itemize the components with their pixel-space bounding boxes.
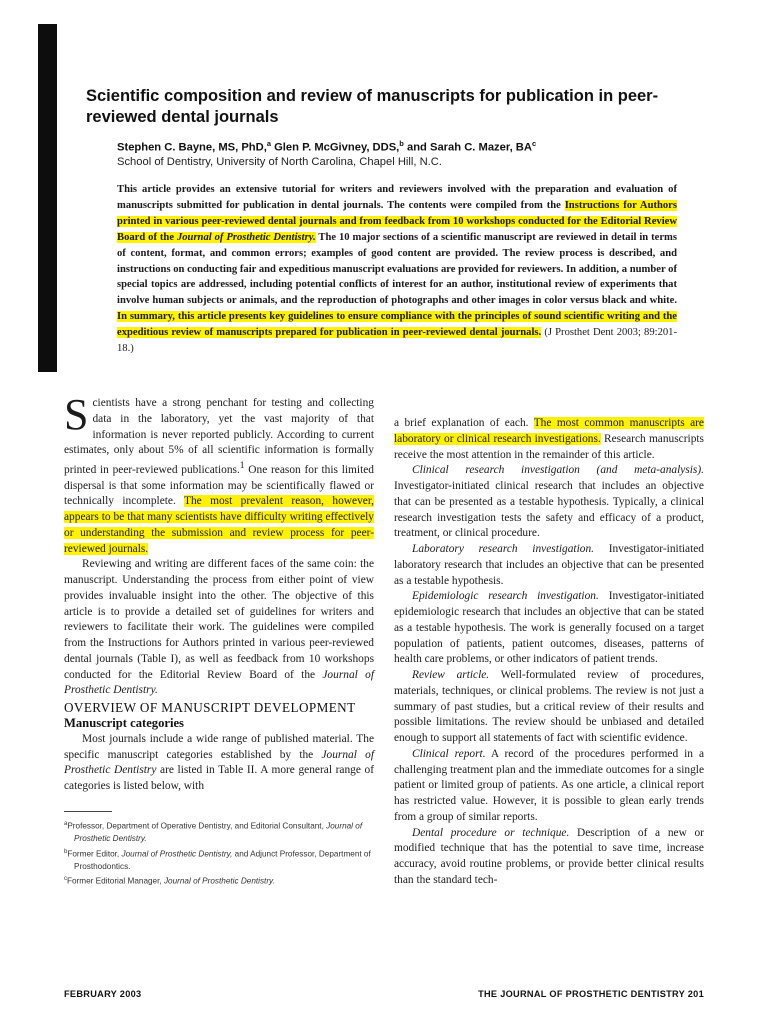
author-name: and Sarah C. Mazer, BA — [403, 141, 532, 154]
category-description: Well-formulated review of procedures, materials, techniques, or clinical problems. The review is not just a summary of past studies, but a critical review of their results and possible limitations. The review should be unbiased and detailed enough to support all statements of fact with scientific evidence. — [394, 669, 705, 744]
body-text: are listed in Table II. A more general range of categories is listed below, with — [64, 764, 375, 793]
body-text: a brief explanation of each. — [394, 417, 534, 429]
footnote-text: Former Editorial Manager, — [67, 877, 164, 886]
journal-name: Journal of Prosthetic Dentistry. — [163, 877, 275, 886]
category-term: Laboratory research investigation. — [412, 543, 594, 555]
body-text: Research manuscripts receive the most attention in the remainder of this article. — [394, 432, 704, 461]
category-item — [394, 542, 704, 589]
footnote-text: Former Editor, — [67, 849, 122, 859]
author-name: Glen P. McGivney, DDS, — [271, 141, 400, 154]
category-item — [394, 826, 704, 889]
abstract — [117, 182, 677, 357]
drop-cap: S — [64, 390, 89, 439]
author-name: Stephen C. Bayne, MS, PhD, — [117, 141, 267, 154]
citation: (J Prosthet Dent 2003; 89:201-18.) — [117, 327, 678, 355]
category-item — [394, 463, 704, 542]
abstract-highlight-text: Instructions for Authors printed in various peer-reviewed dental journals and from feedback from 10 workshops conducted for the Editorial Review Board of the — [117, 199, 678, 243]
intro-highlight: The most prevalent reason, however, appears to be that many scientists have difficulty writing effectively or understanding the submission and review process for peer-reviewed journals. — [64, 495, 375, 555]
category-description: Investigator-initiated clinical research that includes an objective that can be presented as a testable hypothesis. Typically, a clinical research investigation tests the safety and efficacy of a product, treatment, or clinical procedure. — [394, 480, 704, 540]
footnote-text: Professor, Department of Operative Dentistry, and Editorial Consultant, — [67, 821, 327, 831]
affiliation: School of Dentistry, University of North Carolina, Chapel Hill, N.C. — [117, 156, 442, 168]
category-term: Dental procedure or technique. — [412, 826, 570, 839]
journal-name: Journal of Prosthetic Dentistry. — [176, 231, 316, 243]
category-description: Investigator-initiated epidemiologic research that includes an objective that can be stated as a testable hypothesis. The work is generally focused on a target population of patients, patient outcomes, diseases, patterns of health care problems, or other indicators of patient trends. — [394, 590, 704, 666]
author-affil-mark: c — [531, 139, 537, 148]
category-term: Clinical report. — [412, 747, 486, 760]
journal-name: Journal of Prosthetic Dentistry. — [74, 821, 363, 844]
footer-journal-page: THE JOURNAL OF PROSTHETIC DENTISTRY 201 — [478, 989, 704, 999]
right-column — [394, 416, 704, 889]
footnote-mark: c — [64, 876, 67, 883]
footnote-rule — [64, 811, 112, 812]
footnote — [64, 873, 374, 888]
footnote — [64, 846, 374, 874]
abstract-text: This article provides an extensive tutorial for writers and reviewers involved with the preparation and evaluation of manuscripts submitted for publication in dental journals. The contents were compiled from the — [117, 184, 677, 211]
intro-text: One reason for this limited dispersal is that some information may be scientifically flawed or technically incomplete. — [64, 463, 374, 508]
abstract-text: The 10 major sections of a scientific manuscript are reviewed in detail in terms of content, format, and common errors; examples of good content are provided. The review process is described, and instructions on conducting fair and expeditious manuscript evaluations are provided for reviewers. In addition, a number of special topics are addressed, including potential conflicts of interest for an author, institutional review of experiments that involve human subjects or animals, and the reproduction of photographs and other images in color versus black and white. — [117, 231, 677, 307]
abstract-highlight: In summary, this article presents key guidelines to ensure compliance with the principles of sound scientific writing and the expeditious review of manuscripts prepared for publication in peer-reviewed dental journals. — [117, 311, 677, 339]
category-term: Epidemiologic research investigation. — [412, 590, 599, 603]
journal-name: Journal of Prosthetic Dentistry — [64, 748, 374, 777]
body-paragraph — [64, 557, 374, 699]
body-text: Reviewing and writing are different faces of the same coin: the manuscript. Understanding the process from either point of view provides invaluable insight into the other. The objective of this article is to provide a detailed set of guidelines for writers and reviewers to facilitate their work. The guidelines were compiled from the Instructions for Authors printed in various peer-reviewed dental journals (Table I), as well as feedback from 10 workshops conducted for the Editorial Review Board of the — [64, 558, 374, 681]
section-heading: OVERVIEW OF MANUSCRIPT DEVELOPMENT — [64, 700, 356, 716]
author-line — [117, 139, 536, 154]
reference-mark: 1 — [239, 461, 245, 471]
intro-text: cientists have a strong penchant for testing and collecting data in the laboratory, yet the vast majority of that information is never reported publicly. According to current estimates, only about 5% of all scientific information is formally printed in peer-reviewed publications. — [64, 397, 374, 476]
body-paragraph — [64, 732, 374, 795]
footnote — [64, 818, 374, 846]
footnote-mark: b — [64, 848, 68, 855]
footer-date: FEBRUARY 2003 — [64, 989, 142, 999]
journal-name: Journal of Prosthetic Dentistry, — [121, 849, 233, 859]
sidebar-bar — [38, 24, 57, 372]
category-item — [394, 589, 704, 668]
body-highlight: The most common manuscripts are laboratory or clinical research investigations. — [394, 417, 704, 445]
body-text: Most journals include a wide range of published material. The specific manuscript categories established by the — [64, 732, 374, 761]
category-term: Clinical research investigation (and meta-analysis). — [412, 464, 704, 477]
left-column — [64, 390, 375, 889]
category-description: A record of the procedures performed in a challenging treatment plan and the immediate outcomes for a single patient or limited group of patients. As one article, a clinical report has restricted value. However, it is possible to glean early trends from a group of similar reports. — [394, 747, 704, 823]
footnote-mark: a — [64, 820, 68, 827]
category-item — [394, 668, 704, 747]
intro-paragraph — [64, 390, 375, 557]
article-title: Scientific composition and review of manuscripts for publication in peer-reviewed dental journals — [86, 87, 659, 126]
category-term: Review article. — [412, 669, 490, 681]
author-affil-mark: b — [399, 139, 404, 148]
category-item — [394, 747, 704, 826]
author-affil-mark: a — [266, 139, 271, 148]
body-paragraph — [394, 416, 704, 463]
journal-name: Journal of Prosthetic Dentistry. — [64, 668, 374, 697]
category-description: Investigator-initiated laboratory research that includes an objective that can be presented as a testable hypothesis. — [394, 543, 704, 587]
category-description: Description of a new or modified technique that has the potential to save time, increase accuracy, avoid routine problems, or provide better clinical results than the standard tech- — [394, 826, 704, 886]
subsection-heading: Manuscript categories — [64, 716, 184, 731]
footnote-text: and Adjunct Professor, Department of Prosthodontics. — [74, 849, 371, 871]
